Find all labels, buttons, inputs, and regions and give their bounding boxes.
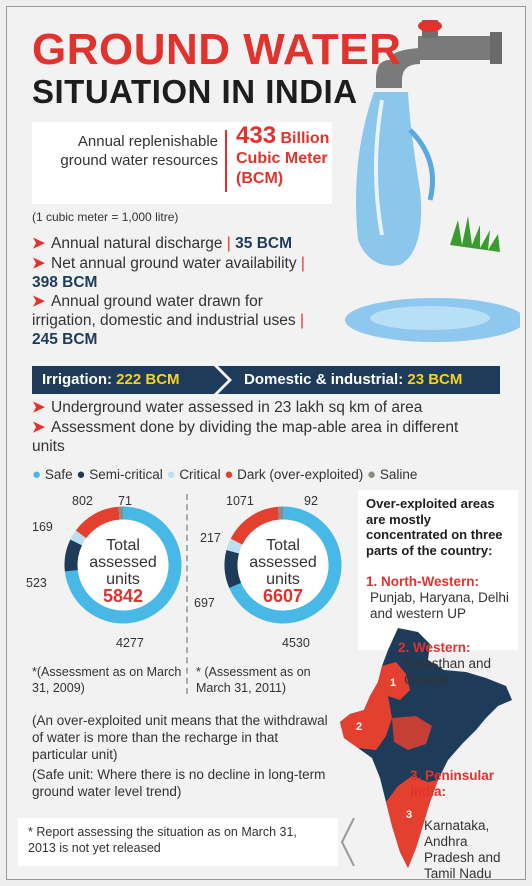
report-note: * Report assessing the situation as on March 31, 2013 is not yet released (28, 825, 297, 855)
legend-dot-dark: ● (224, 466, 234, 483)
legend (32, 466, 417, 483)
donut-center-2009 (83, 537, 163, 605)
domestic-usage (244, 371, 462, 388)
value-label-saline: 71 (118, 494, 132, 508)
arrow-icon: ➤ (32, 235, 45, 252)
fact-item (32, 254, 322, 292)
over-exploited-definition: (An over-exploited unit means that the withdrawal of water is more than the recharge in that particular unit) (32, 713, 328, 762)
donut-segment-critical (233, 542, 237, 552)
value-label-critical: 217 (200, 531, 221, 545)
legend-dot-safe: ● (32, 466, 42, 483)
annual-value-unit2: Cubic Meter (236, 150, 328, 167)
donut-segment-critical (76, 534, 81, 542)
grass-icon (450, 216, 500, 252)
value-label-safe: 4530 (282, 636, 310, 650)
annual-value-unit: Billion (280, 130, 330, 147)
fact-value: 398 BCM (32, 274, 98, 291)
assessment-text: Assessment done by dividing the map-able area in different units (32, 419, 459, 455)
assessment-item (32, 418, 472, 456)
donut-total: 5842 (102, 586, 144, 606)
assessment-item (32, 398, 472, 417)
fact-text: Annual natural discharge (51, 235, 223, 252)
divider (225, 130, 227, 192)
legend-label: Semi-critical (89, 467, 163, 482)
legend-label: Safe (44, 467, 73, 482)
fact-item (32, 234, 322, 253)
annual-resources-label: Annual replenishable ground water resources (60, 133, 218, 169)
domestic-label: Domestic & industrial: (244, 371, 404, 388)
arrow-icon: ➤ (32, 293, 45, 310)
domestic-value: 23 BCM (407, 371, 463, 388)
arrow-icon: ➤ (32, 419, 45, 436)
divider (186, 494, 188, 694)
fact-value: 35 BCM (235, 235, 292, 252)
value-label-safe: 4277 (116, 636, 144, 650)
title-line-1: GROUND WATER (32, 25, 402, 74)
regions-intro: Over-exploited areas are mostly concentrated on three parts of the country: (366, 496, 503, 558)
donut-center-title: Total assessed units (89, 537, 157, 588)
divider: | (299, 312, 304, 329)
tap-handle (418, 20, 442, 32)
safe-unit-definition: (Safe unit: Where there is no decline in long-term ground water level trend) (32, 767, 326, 799)
value-label-saline: 92 (304, 494, 318, 508)
annual-resources-box (32, 122, 332, 204)
irrigation-value: 222 BCM (116, 371, 180, 388)
region-heading: 2. Western: (398, 640, 471, 655)
value-label-semi-critical: 697 (194, 596, 215, 610)
donut-segment-semi-critical (71, 542, 76, 570)
value-label-dark: 1071 (226, 494, 254, 508)
donut-total: 6607 (262, 586, 304, 606)
fact-value: 245 BCM (32, 331, 98, 348)
region-heading: 3. Peninsular India: (410, 768, 495, 799)
legend-dot-semi-critical: ● (76, 466, 86, 483)
fact-text: Net annual ground water availability (51, 255, 297, 272)
value-label-semi-critical: 523 (26, 576, 47, 590)
donut-center-2011 (243, 537, 323, 605)
arrow-icon: ➤ (32, 255, 45, 272)
legend-label: Saline (379, 467, 418, 482)
map-label: 3 (406, 809, 413, 821)
annual-resources-value (236, 122, 346, 189)
value-label-dark: 802 (72, 494, 93, 508)
divider: | (300, 255, 305, 272)
irrigation-label: Irrigation: (42, 371, 112, 388)
region-text: Karnataka, Andhra Pradesh and Tamil Nadu (424, 818, 501, 881)
map-label: 1 (390, 677, 397, 689)
unit-note: (1 cubic meter = 1,000 litre) (32, 210, 179, 224)
assessment-date-2009: *(Assessment as on March 31, 2009) (32, 665, 182, 695)
tap-body (418, 36, 494, 60)
fact-item (32, 292, 322, 349)
legend-label: Dark (over-exploited) (237, 467, 364, 482)
legend-dot-saline: ● (366, 466, 377, 483)
title-line-2: SITUATION IN INDIA (32, 73, 358, 110)
annual-value-number: 433 (236, 122, 277, 149)
tap-wall-mount (490, 32, 502, 64)
region-text: Rajasthan and Gujarat (404, 656, 492, 687)
donut-center-title: Total assessed units (249, 537, 317, 588)
region-text: Punjab, Haryana, Delhi and western UP (370, 590, 509, 621)
legend-dot-critical: ● (166, 466, 176, 483)
value-label-critical: 169 (32, 520, 53, 534)
region-heading: 1. North-Western: (366, 574, 480, 589)
fact-text: Annual ground water drawn for irrigation, domestic and industrial uses (32, 293, 296, 329)
arrow-icon: ➤ (32, 399, 45, 416)
report-note-box (18, 818, 338, 866)
donut-segment-semi-critical (231, 552, 235, 586)
irrigation-usage (42, 371, 180, 388)
assessment-text: Underground water assessed in 23 lakh sq km of area (51, 399, 423, 416)
annual-value-unit3: (BCM) (236, 170, 284, 187)
water-puddle-highlight (370, 306, 490, 330)
assessment-date-2011: * (Assessment as on March 31, 2011) (196, 665, 311, 695)
divider: | (226, 235, 231, 252)
legend-label: Critical (179, 467, 221, 482)
water-stream (356, 92, 421, 266)
map-label: 2 (356, 721, 363, 733)
